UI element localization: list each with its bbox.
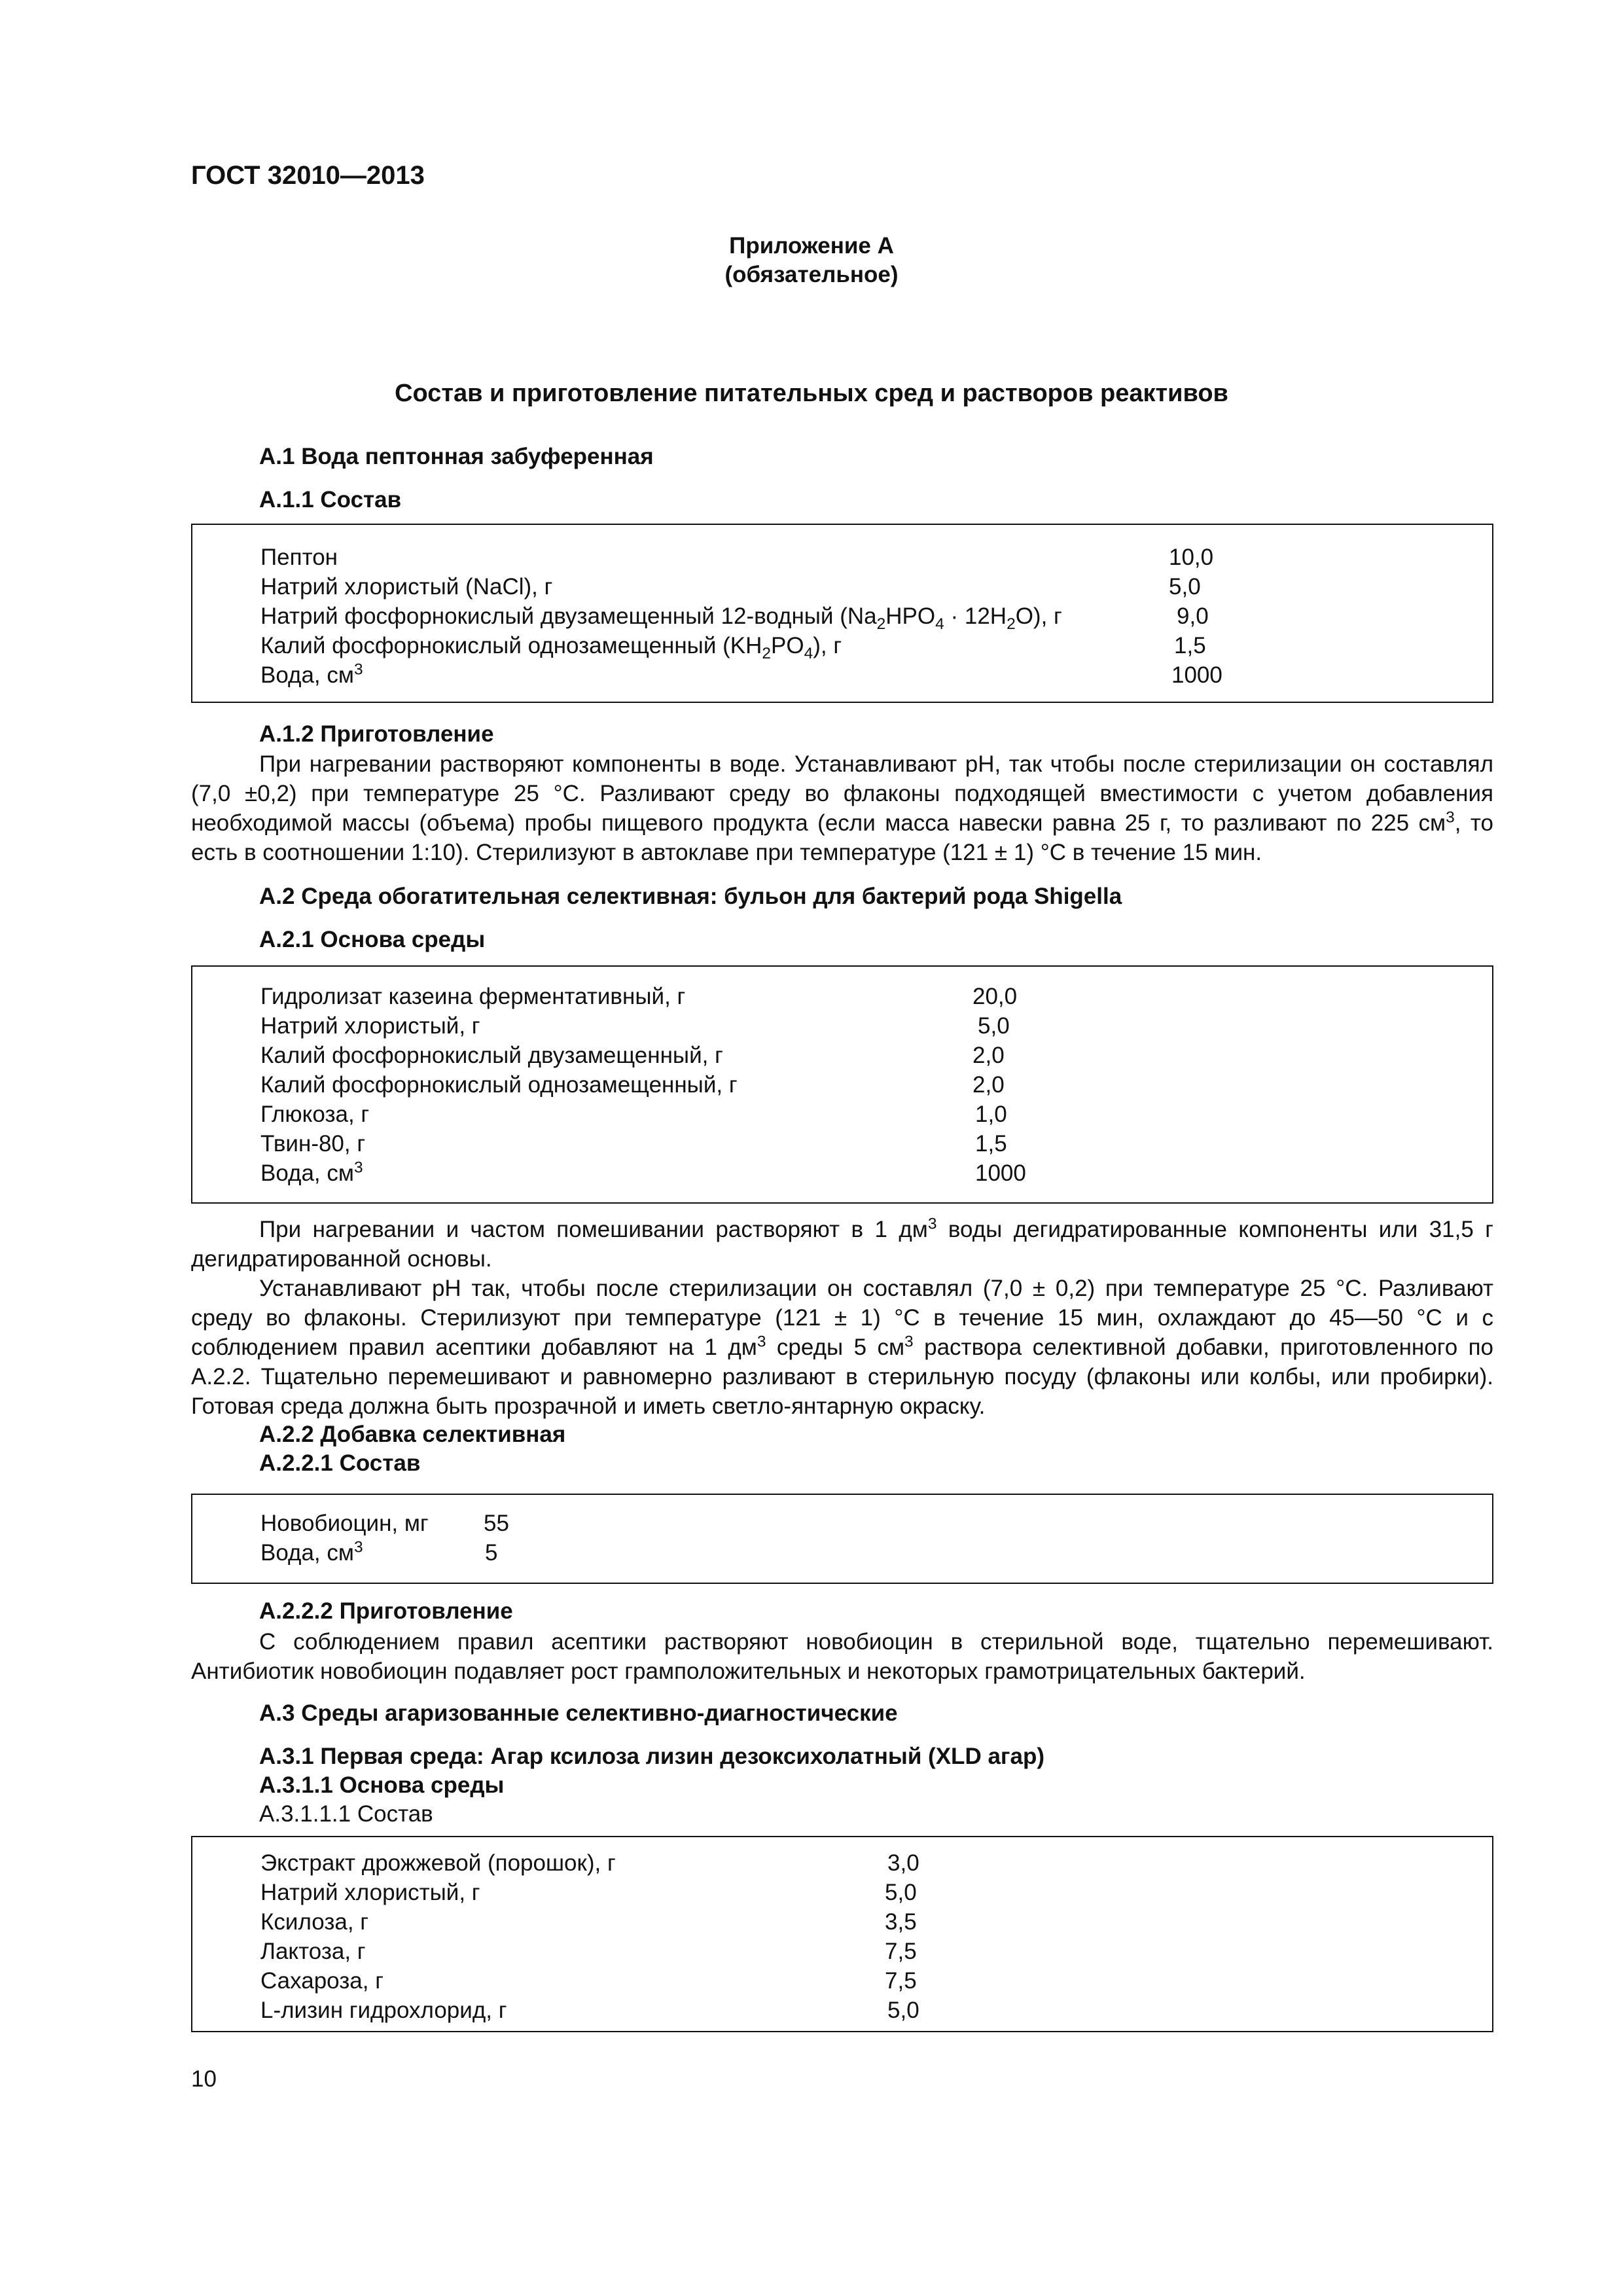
table-row-name: Натрий фосфорнокислый двузамещенный 12-водный $(Na_2HPO_4 \cdot 12H_2O)$, г bbox=[260, 603, 1062, 633]
table-row-value: 5 bbox=[485, 1540, 498, 1566]
appendix-title: Приложение А bbox=[729, 233, 894, 259]
table-row-value: 10,0 bbox=[1169, 545, 1214, 570]
table-row-name: Пептон bbox=[260, 545, 338, 570]
table-row-value: 1,5 bbox=[1174, 633, 1206, 658]
table-row-value: 1000 bbox=[1171, 662, 1222, 688]
table-row-name: Натрий хлористый, г bbox=[260, 1013, 480, 1039]
composition-table-a2 bbox=[191, 965, 1493, 1204]
table-row-value: 7,5 bbox=[885, 1939, 917, 1964]
section-a1-1: А.1.1 Состав bbox=[259, 487, 402, 512]
section-a3-1-1: А.3.1.1 Основа среды bbox=[259, 1772, 505, 1798]
table-row-value: 7,5 bbox=[885, 1968, 917, 1994]
composition-table-a1 bbox=[191, 524, 1493, 703]
table-row-name: Вода, $см^3$ bbox=[260, 660, 363, 688]
table-row-value: 1000 bbox=[975, 1160, 1026, 1186]
table-row-value: 1,5 bbox=[975, 1131, 1007, 1157]
table-row-value: 1,0 bbox=[975, 1102, 1007, 1127]
table-row-name: Ксилоза, г bbox=[260, 1909, 369, 1935]
table-row-name: Вода, $см^3$ bbox=[260, 1158, 363, 1186]
table-row-name: Калий фосфорнокислый двузамещенный, г bbox=[260, 1043, 723, 1068]
table-row-name: Натрий хлористый, г bbox=[260, 1880, 480, 1905]
table-row-name: Твин-80, г bbox=[260, 1131, 366, 1157]
section-a1-2: А.1.2 Приготовление bbox=[259, 721, 494, 747]
page-number: 10 bbox=[191, 2066, 217, 2092]
table-row-value: 5,0 bbox=[978, 1013, 1010, 1039]
table-row-name: Глюкоза, г bbox=[260, 1102, 370, 1127]
table-row-value: 5,0 bbox=[1169, 574, 1201, 600]
document-id: ГОСТ 32010—2013 bbox=[191, 161, 425, 190]
table-row-name: Сахароза, г bbox=[260, 1968, 383, 1994]
paragraph-a2-2-2: С соблюдением правил асептики растворяют новобиоцин в стерильной воде, тщательно перемешивают. Антибиотик новобиоцин подавляет рост грамположительных и некоторых грамотрицательных бактерий. bbox=[191, 1629, 1493, 1684]
table-row-value: 2,0 bbox=[972, 1043, 1005, 1068]
section-a2-2-2: А.2.2.2 Приготовление bbox=[259, 1598, 513, 1624]
section-a3: А.3 Среды агаризованные селективно-диагностические bbox=[259, 1700, 898, 1726]
section-a2-2: А.2.2 Добавка селективная bbox=[259, 1422, 566, 1447]
table-row-name: Экстракт дрожжевой (порошок), г bbox=[260, 1850, 616, 1876]
paragraph-a1-2: При нагревании растворяют компоненты в воде. Устанавливают pH, так чтобы после стерилизации он составлял (7,0 ±0,2) при температуре 25 °С. Разливают среду во флаконы подходящей вместимости с учетом добавления необходимой массы (объема) пробы пищевого продукта (если масса навески равна 25 г, то разливают по 225 $см^3$, то есть в соотношении 1:10). Стерилизуют в автоклаве при температуре (121 ± 1) °С в течение 15 мин. bbox=[191, 751, 1493, 865]
table-row-name: Лактоза, г bbox=[260, 1939, 366, 1964]
appendix-subtitle: (обязательное) bbox=[724, 262, 899, 287]
paragraph-a2-1-ph: Устанавливают pH так, чтобы после стерилизации он составлял (7,0 ± 0,2) при температуре 25 °С. Разливают среду во флаконы. Стерилизуют при температуре (121 ± 1) °С в течение 15 мин, охлаждают до 45—50 °С и с соблюдением правил асептики добавляют на 1 $дм^3$ среды 5 $см^3$ раствора селективной добавки, приготовленного по А.2.2. Тщательно перемешивают и равномерно разливают в стерильную посуду (флаконы или колбы, или пробирки). Готовая среда должна быть прозрачной и иметь светло-янтарную окраску. bbox=[191, 1276, 1493, 1419]
table-row-name: Новобиоцин, мг bbox=[260, 1511, 429, 1536]
main-title: Состав и приготовление питательных сред и растворов реактивов bbox=[395, 380, 1228, 407]
table-row-value: 5,0 bbox=[887, 1998, 919, 2023]
paragraph-a2-1-dissolve: При нагревании и частом помешивании растворяют в 1 $дм^3$ воды дегидратированные компоненты или 31,5 г дегидратированной основы. bbox=[191, 1215, 1493, 1272]
section-a2-1: А.2.1 Основа среды bbox=[259, 927, 486, 952]
section-a2-2-1: А.2.2.1 Состав bbox=[259, 1450, 421, 1476]
section-a3-1: А.3.1 Первая среда: Агар ксилоза лизин дезоксихолатный (XLD агар) bbox=[259, 1744, 1044, 1769]
section-a2: А.2 Среда обогатительная селективная: бульон для бактерий рода Shigella bbox=[259, 884, 1122, 909]
table-row-name: Калий фосфорнокислый однозамещенный $(KH_2PO_4)$, г bbox=[260, 633, 842, 662]
table-row-name: L-лизин гидрохлорид, г bbox=[260, 1998, 507, 2023]
table-row-name: Калий фосфорнокислый однозамещенный, г bbox=[260, 1072, 738, 1098]
table-row-value: 20,0 bbox=[972, 984, 1018, 1009]
table-row-name: Натрий хлористый (NaCl), г bbox=[260, 574, 553, 600]
section-a1: А.1 Вода пептонная забуференная bbox=[259, 444, 654, 469]
table-row-value: 3,0 bbox=[887, 1850, 919, 1876]
table-row-value: 5,0 bbox=[885, 1880, 917, 1905]
table-row-value: 3,5 bbox=[885, 1909, 917, 1935]
table-row-value: 2,0 bbox=[972, 1072, 1005, 1098]
table-row-value: 55 bbox=[484, 1511, 509, 1536]
table-row-value: 9,0 bbox=[1177, 603, 1209, 629]
table-row-name: Гидролизат казеина ферментативный, г bbox=[260, 984, 686, 1009]
composition-table-a3 bbox=[191, 1836, 1493, 2032]
table-row-name: Вода, $см^3$ bbox=[260, 1538, 363, 1566]
composition-table-a2-2 bbox=[191, 1494, 1493, 1584]
section-a3-1-1-1: А.3.1.1.1 Состав bbox=[259, 1801, 433, 1827]
